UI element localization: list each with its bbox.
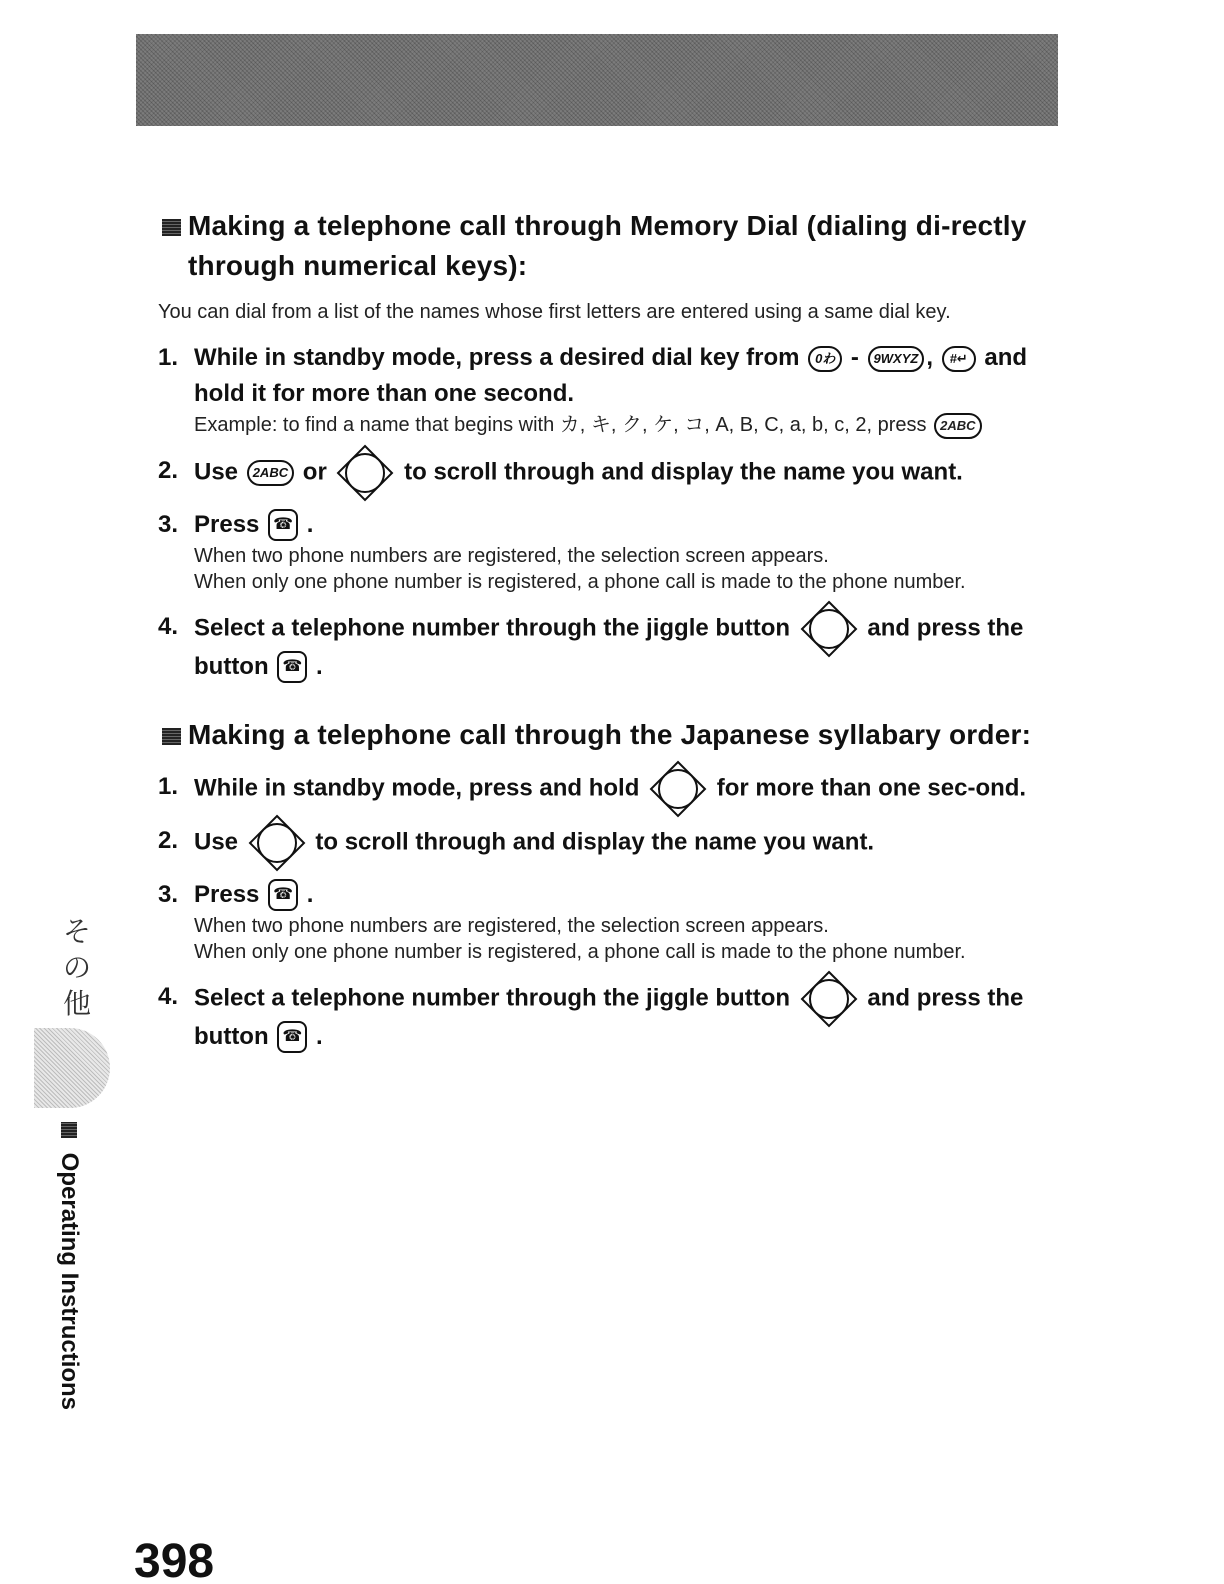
section-intro: You can dial from a list of the names whose first letters are entered using a same dial key. <box>158 301 951 323</box>
step-2 <box>158 823 1058 863</box>
page-content <box>158 206 1058 1055</box>
page-number: 398 <box>134 1535 215 1584</box>
sidebar-tab <box>34 1028 110 1108</box>
send-key-icon: ☎ <box>268 509 298 541</box>
step-note: Example: to find a name that begins with カ, キ, ク, ケ, コ, A, B, C, a, b, c, 2, press 2ABC <box>194 412 1058 439</box>
step-text: Use 2ABC or to scroll through and display the name you want. <box>194 453 1058 493</box>
step-4 <box>158 609 1058 685</box>
step-number: 1. <box>158 344 179 371</box>
step-number: 3. <box>158 510 179 538</box>
step-1 <box>158 340 1058 439</box>
step-number: 4. <box>158 982 179 1010</box>
step-text: Select a telephone number through the jiggle button and press the button ☎ . <box>194 609 1058 685</box>
dial-key-2-icon: 2ABC <box>934 413 981 439</box>
step-2 <box>158 453 1058 493</box>
step-text: Press ☎ . <box>194 877 1058 913</box>
step-note: When two phone numbers are registered, the selection screen appears. <box>194 914 829 937</box>
dial-key-hash-icon: #↵ <box>942 346 976 372</box>
dial-key-0-icon: 0わ <box>808 346 842 372</box>
step-4 <box>158 979 1058 1055</box>
step-3 <box>158 507 1058 595</box>
sidebar-section-label: Operating Instructions <box>55 1122 83 1410</box>
jiggle-button-icon <box>799 969 859 1029</box>
step-3 <box>158 877 1058 965</box>
dial-key-9-icon: 9WXYZ <box>868 346 925 372</box>
jiggle-button-icon <box>799 599 859 659</box>
square-bullet-icon <box>61 1122 77 1138</box>
step-number: 2. <box>158 826 179 854</box>
step-note: When only one phone number is registered, a phone call is made to the phone number. <box>194 940 966 963</box>
step-text: Select a telephone number through the jiggle button and press the button ☎ . <box>194 979 1058 1055</box>
square-bullet-icon <box>162 728 181 745</box>
send-key-icon: ☎ <box>277 1021 307 1053</box>
step-note: When two phone numbers are registered, the selection screen appears. <box>194 544 829 567</box>
header-band <box>136 34 1058 126</box>
jiggle-button-icon <box>247 813 307 873</box>
step-text: Press ☎ . <box>194 507 1058 543</box>
jiggle-button-icon <box>648 759 708 819</box>
step-note: When only one phone number is registered, a phone call is made to the phone number. <box>194 570 966 593</box>
step-number: 4. <box>158 612 179 640</box>
step-1 <box>158 769 1058 809</box>
dial-key-2-icon: 2ABC <box>247 460 294 486</box>
section-title-memory-dial: Making a telephone call through Memory Dial (dialing di-rectly through numerical keys): <box>158 206 1058 286</box>
step-text: While in standby mode, press and hold for more than one sec-ond. <box>194 769 1058 809</box>
step-number: 1. <box>158 772 179 800</box>
square-bullet-icon <box>162 219 181 236</box>
step-text: While in standby mode, press a desired dial key from 0わ - 9WXYZ , #↵ and hold it for more than one second. <box>194 344 1028 407</box>
jiggle-button-icon <box>335 443 395 503</box>
step-text: Use to scroll through and display the name you want. <box>194 823 1058 863</box>
step-number: 2. <box>158 456 179 484</box>
sidebar-jp-label: その他 <box>62 915 91 1020</box>
send-key-icon: ☎ <box>268 879 298 911</box>
send-key-icon: ☎ <box>277 651 307 683</box>
section-title-syllabary: Making a telephone call through the Japanese syllabary order: <box>158 715 1058 755</box>
step-number: 3. <box>158 880 179 908</box>
